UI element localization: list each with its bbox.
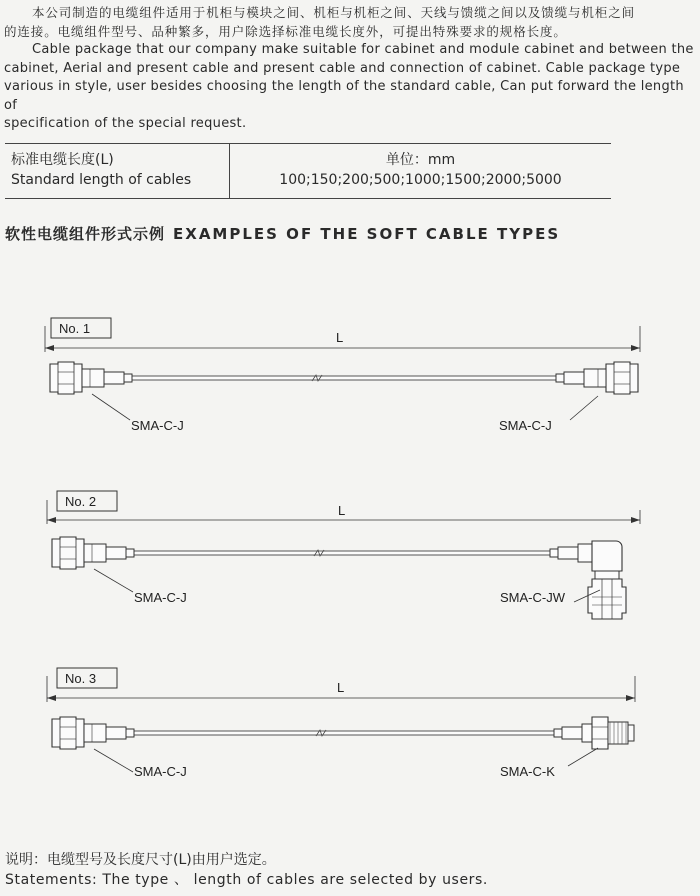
cable-3-right-connector-icon [554, 717, 634, 749]
statement [5, 850, 488, 890]
cable-2-left-connector-label: SMA-C-J [134, 590, 187, 605]
cable-1-number: No. 1 [59, 321, 91, 336]
spec-label-cn: 标准电缆长度(L) [11, 152, 114, 168]
spec-unit: 单位：mm [385, 152, 456, 168]
cable-3-number: No. 3 [65, 671, 97, 686]
cable-3-wire [133, 731, 555, 735]
cable-1-length-label: L [336, 330, 344, 345]
intro-en-line-2: cabinet, Aerial and present cable and present cable and connection of cabinet. Cable package type [4, 60, 681, 76]
cable-3-right-connector-label: SMA-C-K [500, 764, 555, 779]
cable-3-length-label: L [337, 680, 345, 695]
cable-2-right-connector-label: SMA-C-JW [500, 590, 565, 605]
cable-2-number: No. 2 [65, 494, 97, 509]
spec-label-en: Standard length of cables [11, 172, 192, 188]
cable-3-left-connector-icon [52, 717, 134, 749]
section-title-cn: 软性电缆组件形式示例 [5, 225, 166, 243]
intro-en-line-1: Cable package that our company make suitable for cabinet and module cabinet and between the [32, 42, 694, 57]
cable-1-left-connector-icon [50, 362, 132, 394]
cable-assembly-3 [47, 668, 635, 779]
statement-cn: 说明：电缆型号及长度尺寸(L)由用户选定。 [5, 852, 276, 868]
spec-values: 100;150;200;500;1000;1500;2000;5000 [279, 172, 562, 188]
cable-assembly-1 [45, 318, 640, 433]
cable-1-right-connector-icon [556, 362, 638, 394]
section-title-en: EXAMPLES OF THE SOFT CABLE TYPES [173, 225, 561, 243]
intro-en-line-4: specification of the special request. [4, 116, 247, 131]
cable-assembly-2 [47, 491, 640, 619]
cable-1-right-connector-label: SMA-C-J [499, 418, 552, 433]
cable-2-length-label: L [338, 503, 346, 518]
cable-2-left-connector-icon [52, 537, 134, 569]
cable-3-left-connector-label: SMA-C-J [134, 764, 187, 779]
cable-2-right-connector-icon [550, 541, 626, 619]
statement-en: Statements: The type 、 length of cables are selected by users. [5, 872, 488, 888]
cable-1-wire [131, 376, 557, 380]
intro-cn-line-1: 本公司制造的电缆组件适用于机柜与模块之间、机柜与机柜之间、天线与馈缆之间以及馈缆与机柜之间 [32, 5, 636, 20]
cable-2-wire [133, 551, 551, 555]
cable-1-left-connector-label: SMA-C-J [131, 418, 184, 433]
intro-cn-line-2: 的连接。电缆组件型号、品种繁多，用户除选择标准电缆长度外，可提出特殊要求的规格长度。 [4, 23, 567, 39]
intro-en-line-3: various in style, user besides choosing the length of the standard cable, Can put forward the length of [4, 79, 684, 113]
